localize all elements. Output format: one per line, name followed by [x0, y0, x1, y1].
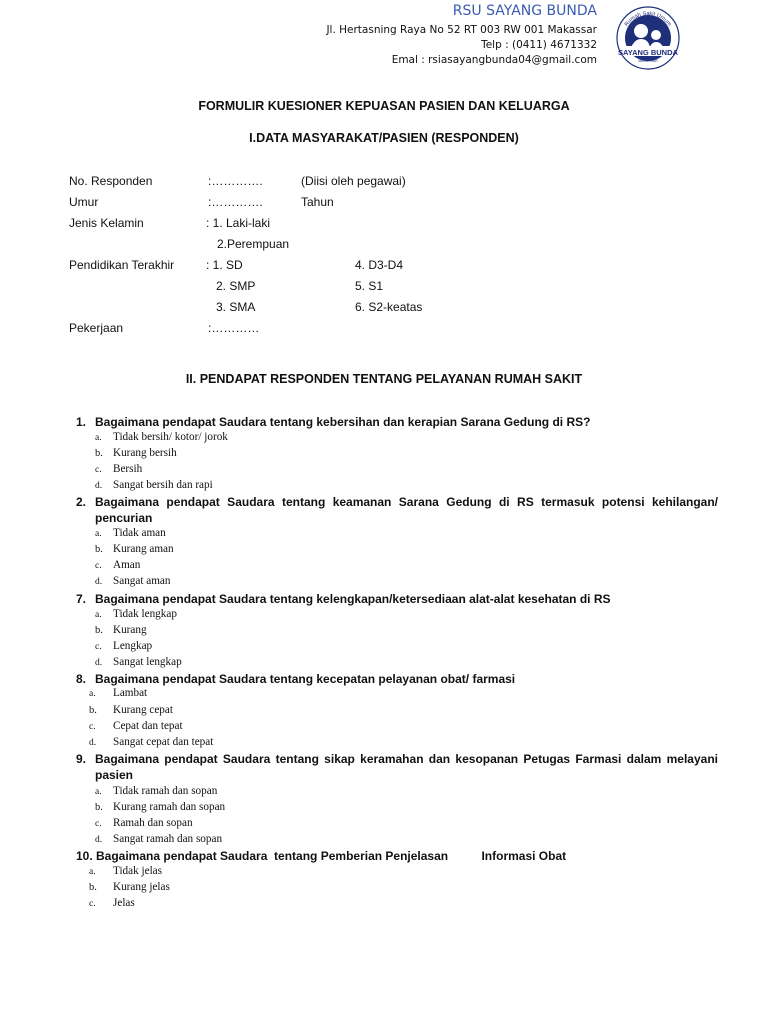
- no-responden-note: (Diisi oleh pegawai): [301, 174, 406, 188]
- answer-option[interactable]: b. Kurang ramah dan sopan: [95, 801, 226, 813]
- answer-option[interactable]: a. Tidak bersih/ kotor/ jorok: [95, 431, 228, 443]
- answer-option[interactable]: c. Cepat dan tepat: [89, 720, 183, 732]
- question-text: Bagaimana pendapat Saudara tentang kelengkapan/ketersediaan alat-alat kesehatan di RS: [95, 592, 611, 606]
- no-responden-value[interactable]: :………….: [208, 174, 263, 188]
- pekerjaan-label: Pekerjaan: [69, 321, 124, 335]
- pendidikan-option[interactable]: 5. S1: [355, 279, 384, 293]
- logo-name-text: SAYANG BUNDA: [618, 48, 678, 57]
- section1-heading: I.DATA MASYARAKAT/PASIEN (RESPONDEN): [249, 131, 519, 145]
- hospital-phone: Telp : (0411) 4671332: [481, 39, 597, 51]
- answer-option[interactable]: c. Bersih: [95, 463, 143, 475]
- answer-option[interactable]: c. Ramah dan sopan: [95, 817, 193, 829]
- question-number: 8.: [76, 672, 87, 686]
- question-2: [76, 494, 718, 526]
- question-number: 7.: [76, 592, 87, 606]
- question-text: Bagaimana pendapat Saudara tentang keamanan Sarana Gedung di RS termasuk potensi kehilangan/ pencurian: [95, 495, 718, 525]
- answer-option[interactable]: a. Tidak lengkap: [95, 608, 177, 620]
- answer-option[interactable]: a. Lambat: [89, 687, 148, 699]
- logo-arc-text: Rumah Sakit Umum: [623, 10, 673, 28]
- pendidikan-option[interactable]: 6. S2-keatas: [355, 300, 423, 314]
- question-7: [76, 591, 718, 607]
- question-text: Bagaimana pendapat Saudara tentang kecepatan pelayanan obat/ farmasi: [95, 672, 516, 686]
- pendidikan-option[interactable]: 4. D3-D4: [355, 258, 404, 272]
- question-text: Bagaimana pendapat Saudara tentang sikap keramahan dan kesopanan Petugas Farmasi dalam melayani pasien: [95, 752, 718, 782]
- answer-option[interactable]: d. Sangat ramah dan sopan: [95, 833, 223, 845]
- answer-option[interactable]: a. Tidak jelas: [89, 865, 162, 877]
- answer-option[interactable]: b. Kurang jelas: [89, 881, 170, 893]
- answer-option[interactable]: c. Lengkap: [95, 640, 153, 652]
- question-9: [76, 751, 718, 783]
- answer-option[interactable]: b. Kurang: [95, 624, 147, 636]
- answer-option[interactable]: b. Kurang aman: [95, 543, 174, 555]
- jenis-kelamin-label: Jenis Kelamin: [69, 216, 144, 230]
- pendidikan-label: Pendidikan Terakhir: [69, 258, 175, 272]
- question-number: 1.: [76, 415, 87, 429]
- answer-option[interactable]: b. Kurang cepat: [89, 704, 173, 716]
- answer-option[interactable]: c. Aman: [95, 559, 141, 571]
- question-10: [76, 848, 718, 864]
- hospital-address: Jl. Hertasning Raya No 52 RT 003 RW 001 Makassar: [326, 24, 597, 36]
- answer-option[interactable]: d. Sangat bersih dan rapi: [95, 479, 213, 491]
- answer-option[interactable]: d. Sangat lengkap: [95, 656, 182, 668]
- pekerjaan-value[interactable]: :…………: [208, 321, 260, 335]
- umur-value[interactable]: :………….: [208, 195, 263, 209]
- question-number: 2.: [76, 495, 87, 509]
- hospital-email: Emal : rsiasayangbunda04@gmail.com: [391, 54, 597, 66]
- question-text: Bagaimana pendapat Saudara tentang Pemberian Penjelasan Informasi Obat: [96, 849, 567, 863]
- jenis-kelamin-option[interactable]: 2.Perempuan: [217, 237, 290, 251]
- jenis-kelamin-option[interactable]: : 1. Laki-laki: [206, 216, 271, 230]
- answer-option[interactable]: a. Tidak ramah dan sopan: [95, 785, 218, 797]
- hospital-logo: [610, 0, 686, 72]
- answer-option[interactable]: a. Tidak aman: [95, 527, 166, 539]
- logo-sub-text: MAKASSAR: [638, 59, 658, 63]
- question-number: 10.: [76, 849, 93, 863]
- question-text: Bagaimana pendapat Saudara tentang kebersihan dan kerapian Sarana Gedung di RS?: [95, 415, 591, 429]
- question-number: 9.: [76, 752, 87, 766]
- answer-option[interactable]: d. Sangat cepat dan tepat: [89, 736, 214, 748]
- section2-heading: II. PENDAPAT RESPONDEN TENTANG PELAYANAN RUMAH SAKIT: [185, 372, 583, 386]
- answer-option[interactable]: d. Sangat aman: [95, 575, 171, 587]
- hospital-name: RSU SAYANG BUNDA: [452, 3, 597, 19]
- pendidikan-option[interactable]: : 1. SD: [206, 258, 243, 272]
- umur-label: Umur: [69, 195, 99, 209]
- pendidikan-option[interactable]: 2. SMP: [216, 279, 256, 293]
- form-title: FORMULIR KUESIONER KEPUASAN PASIEN DAN KELUARGA: [198, 99, 570, 113]
- answer-option[interactable]: b. Kurang bersih: [95, 447, 177, 459]
- question-1: [76, 414, 718, 430]
- umur-unit: Tahun: [301, 195, 334, 209]
- answer-option[interactable]: c. Jelas: [89, 897, 135, 909]
- pendidikan-option[interactable]: 3. SMA: [216, 300, 256, 314]
- question-8: [76, 671, 718, 687]
- no-responden-label: No. Responden: [69, 174, 153, 188]
